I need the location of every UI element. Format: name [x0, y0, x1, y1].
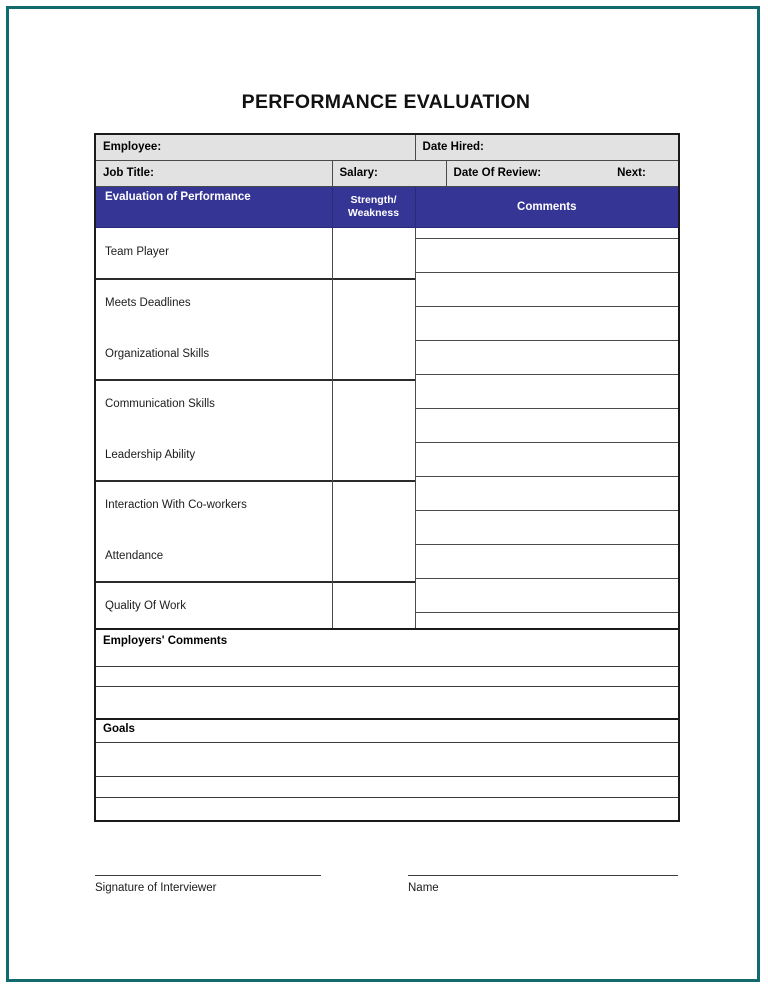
comments-column[interactable] [415, 228, 679, 630]
comment-line [416, 272, 679, 273]
review-date-field-cell[interactable] [446, 161, 679, 187]
date-hired-label: Date Hired: [422, 141, 484, 153]
comment-line [416, 374, 679, 375]
comment-line [416, 510, 679, 511]
goals-line[interactable] [95, 777, 679, 798]
employers-comments-heading: Employers' Comments [103, 635, 228, 647]
criterion-team-player: Team Player [105, 246, 169, 258]
criterion-communication-skills: Communication Skills [105, 398, 215, 410]
criterion-attendance: Attendance [105, 550, 164, 562]
job-title-field-cell[interactable] [95, 161, 332, 187]
comment-line [416, 306, 679, 307]
sw-divider [333, 480, 415, 482]
header-strength-line1: Strength/ [350, 194, 397, 206]
comment-line [416, 340, 679, 341]
page-title: PERFORMANCE EVALUATION [241, 91, 531, 113]
goals-line[interactable] [95, 743, 679, 777]
goals-heading-cell [95, 719, 679, 743]
criteria-body-row [95, 228, 679, 630]
date-of-review-label: Date Of Review: [453, 167, 542, 179]
goals-line[interactable] [95, 798, 679, 822]
criterion-quality-of-work: Quality Of Work [105, 600, 186, 612]
table-header-row [95, 187, 679, 228]
name-signature-line[interactable] [408, 875, 678, 876]
employers-comments-line[interactable] [95, 687, 679, 720]
form-sheet [9, 9, 757, 979]
sw-divider [333, 581, 415, 583]
comment-line [416, 578, 679, 579]
comment-line [416, 544, 679, 545]
criteria-divider [96, 581, 332, 583]
criteria-column [95, 228, 332, 630]
interviewer-signature-line[interactable] [95, 875, 321, 876]
criteria-divider [96, 480, 332, 482]
comments-writing-lines [416, 228, 679, 628]
date-hired-field-cell[interactable] [415, 134, 679, 161]
job-salary-review-row [95, 161, 679, 187]
criteria-divider [96, 278, 332, 280]
page-frame [6, 6, 760, 982]
salary-label: Salary: [339, 167, 378, 179]
comment-line [416, 238, 679, 239]
comment-line [416, 442, 679, 443]
blank-write-cell[interactable] [95, 687, 679, 720]
criteria-divider [96, 379, 332, 381]
header-comments-label: Comments [517, 201, 577, 213]
employee-info-row [95, 134, 679, 161]
comment-line [416, 476, 679, 477]
name-signature-label: Name [408, 882, 439, 894]
comment-line [416, 408, 679, 409]
interviewer-signature-label: Signature of Interviewer [95, 882, 217, 894]
next-review-label: Next: [617, 167, 646, 179]
strength-weakness-column[interactable] [332, 228, 415, 630]
employers-comments-heading-cell [95, 629, 679, 667]
employee-label: Employee: [103, 141, 162, 153]
header-criteria-cell [95, 187, 332, 228]
header-strength-line2: Weakness [347, 207, 400, 219]
criterion-leadership-ability: Leadership Ability [105, 449, 196, 461]
salary-field-cell[interactable] [332, 161, 446, 187]
comment-line [416, 612, 679, 613]
sw-divider [333, 379, 415, 381]
criteria-group-dividers [96, 228, 332, 628]
performance-evaluation-table [94, 133, 680, 822]
header-criteria-label: Evaluation of Performance [105, 191, 251, 203]
employee-field-cell[interactable] [95, 134, 415, 161]
criterion-interaction-coworkers: Interaction With Co-workers [105, 499, 247, 511]
criterion-organizational-skills: Organizational Skills [105, 348, 210, 360]
goals-heading: Goals [103, 723, 135, 735]
employers-comments-line[interactable] [95, 667, 679, 687]
header-comments-cell [415, 187, 679, 228]
blank-write-cell[interactable] [95, 667, 679, 687]
employers-comments-heading-row [95, 629, 679, 667]
blank-write-cell[interactable] [95, 777, 679, 798]
job-title-label: Job Title: [103, 167, 154, 179]
blank-write-cell[interactable] [95, 743, 679, 777]
criterion-meets-deadlines: Meets Deadlines [105, 297, 191, 309]
strength-weakness-dividers [333, 228, 415, 628]
sw-divider [333, 278, 415, 280]
goals-heading-row [95, 719, 679, 743]
header-strength-weakness-cell [332, 187, 415, 228]
blank-write-cell[interactable] [95, 798, 679, 822]
